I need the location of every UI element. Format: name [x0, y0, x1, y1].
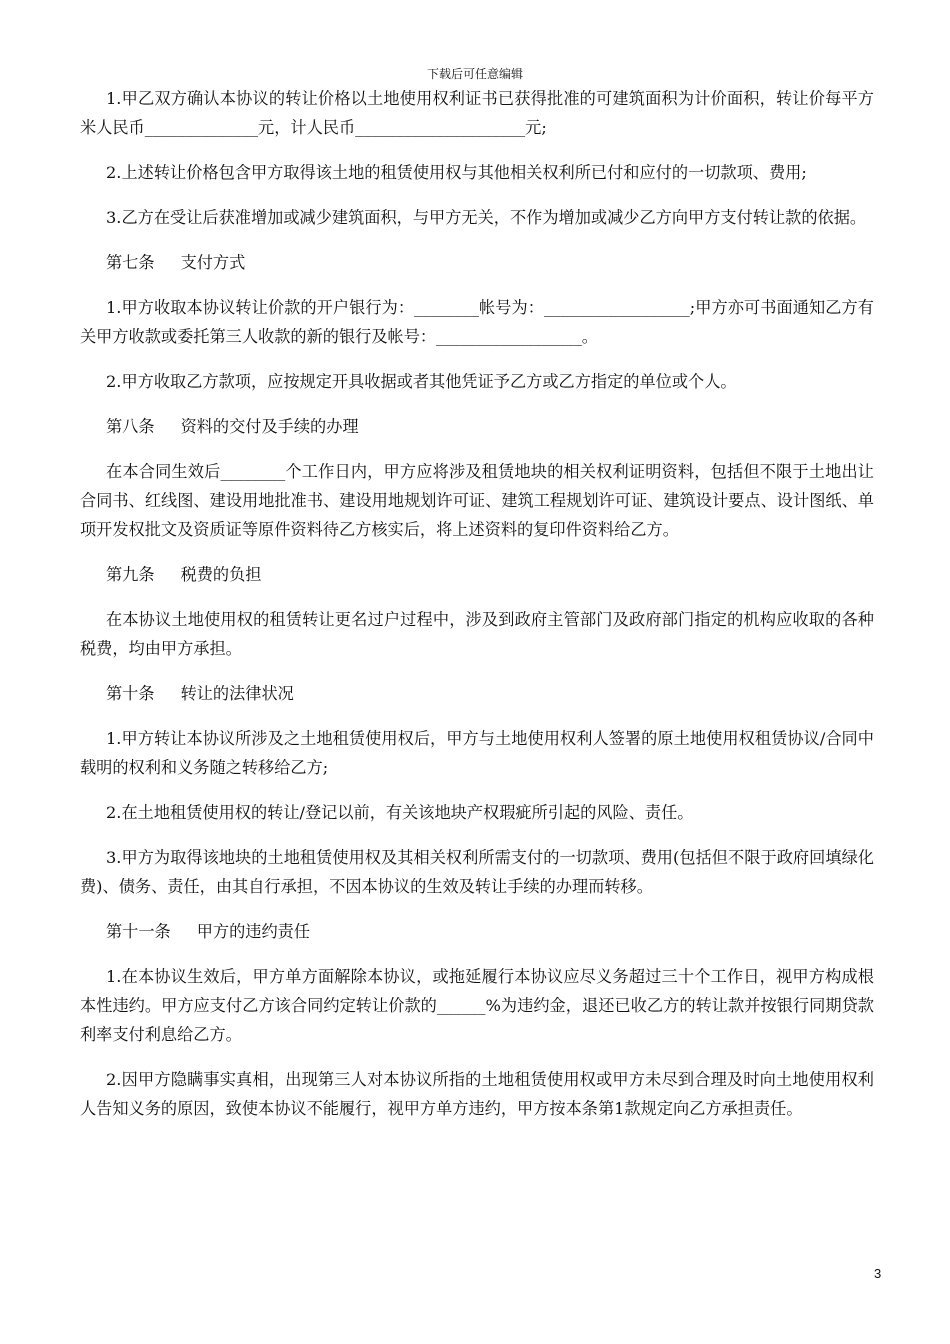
section-heading-7 — [106, 248, 874, 277]
paragraph-breach-termination: 1.在本协议生效后，甲方单方面解除本协议，或拖延履行本协议应尽义务超过三十个工作日，视甲方构成根本性违约。甲方应支付乙方该合同约定转让价款的______%为违约金，退还已收乙方的转让款并按银行同期贷款利率支付利息给乙方。 — [80, 967, 874, 1044]
page-number: 3 — [874, 1266, 882, 1281]
section-number: 第十一条 — [106, 922, 171, 941]
paragraph-defect-risk: 2.在土地租赁使用权的转让/登记以前，有关该地块产权瑕疵所引起的风险、责任。 — [106, 803, 694, 822]
paragraph-price-basis: 1.甲乙双方确认本协议的转让价格以土地使用权利证书已获得批准的可建筑面积为计价面积，转让价每平方米人民币______________元，计人民币_____________________元; — [80, 89, 874, 137]
section-heading-10 — [106, 679, 874, 708]
section-number: 第九条 — [106, 565, 155, 584]
section-heading-11 — [106, 917, 874, 946]
paragraph-area-change: 3.乙方在受让后获准增加或减少建筑面积，与甲方无关，不作为增加或减少乙方向甲方支付转让款的依据。 — [106, 208, 867, 227]
section-title: 甲方的违约责任 — [196, 922, 311, 941]
paragraph-bank-account: 1.甲方收取本协议转让价款的开户银行为：________帐号为：__________________;甲方亦可书面通知乙方有关甲方收款或委托第三人收款的新的银行及帐号：__________________。 — [80, 298, 874, 346]
paragraph-rights-transfer: 1.甲方转让本协议所涉及之土地租赁使用权后，甲方与土地使用权利人签署的原土地使用权租赁协议/合同中载明的权利和义务随之转移给乙方; — [80, 729, 874, 777]
section-title: 转让的法律状况 — [180, 684, 294, 703]
section-title: 税费的负担 — [180, 565, 262, 584]
document-body — [80, 84, 874, 1139]
section-number: 第十条 — [106, 684, 155, 703]
paragraph-breach-concealment: 2.因甲方隐瞒事实真相，出现第三人对本协议所指的土地租赁使用权或甲方未尽到合理及时向土地使用权利人告知义务的原因，致使本协议不能履行，视甲方单方违约，甲方按本条第1款规定向乙方承担责任。 — [80, 1070, 874, 1118]
paragraph-receipt: 2.甲方收取乙方款项，应按规定开具收据或者其他凭证予乙方或乙方指定的单位或个人。 — [106, 372, 737, 391]
section-number: 第八条 — [106, 417, 155, 436]
section-title: 支付方式 — [180, 253, 246, 272]
paragraph-taxes: 在本协议土地使用权的租赁转让更名过户过程中，涉及到政府主管部门及政府部门指定的机构应收取的各种税费，均由甲方承担。 — [80, 610, 874, 658]
section-number: 第七条 — [106, 253, 155, 272]
paragraph-price-includes: 2.上述转让价格包含甲方取得该土地的租赁使用权与其他相关权利所已付和应付的一切款项、费用; — [106, 163, 807, 182]
section-title: 资料的交付及手续的办理 — [180, 417, 359, 436]
section-heading-8 — [106, 412, 874, 441]
paragraph-costs-debts: 3.甲方为取得该地块的土地租赁使用权及其相关权利所需支付的一切款项、费用(包括但不限于政府回填绿化费)、债务、责任，由其自行承担，不因本协议的生效及转让手续的办理而转移。 — [80, 848, 874, 896]
section-heading-9 — [106, 560, 874, 589]
paragraph-documents-delivery: 在本合同生效后________个工作日内，甲方应将涉及租赁地块的相关权利证明资料，包括但不限于土地出让合同书、红线图、建设用地批准书、建设用地规划许可证、建筑工程规划许可证、建筑设计要点、设计图纸、单项开发权批文及资质证等原件资料待乙方核实后，将上述资料的复印件资料给乙方。 — [80, 462, 874, 539]
page-header-note: 下载后可任意编辑 — [426, 67, 523, 81]
